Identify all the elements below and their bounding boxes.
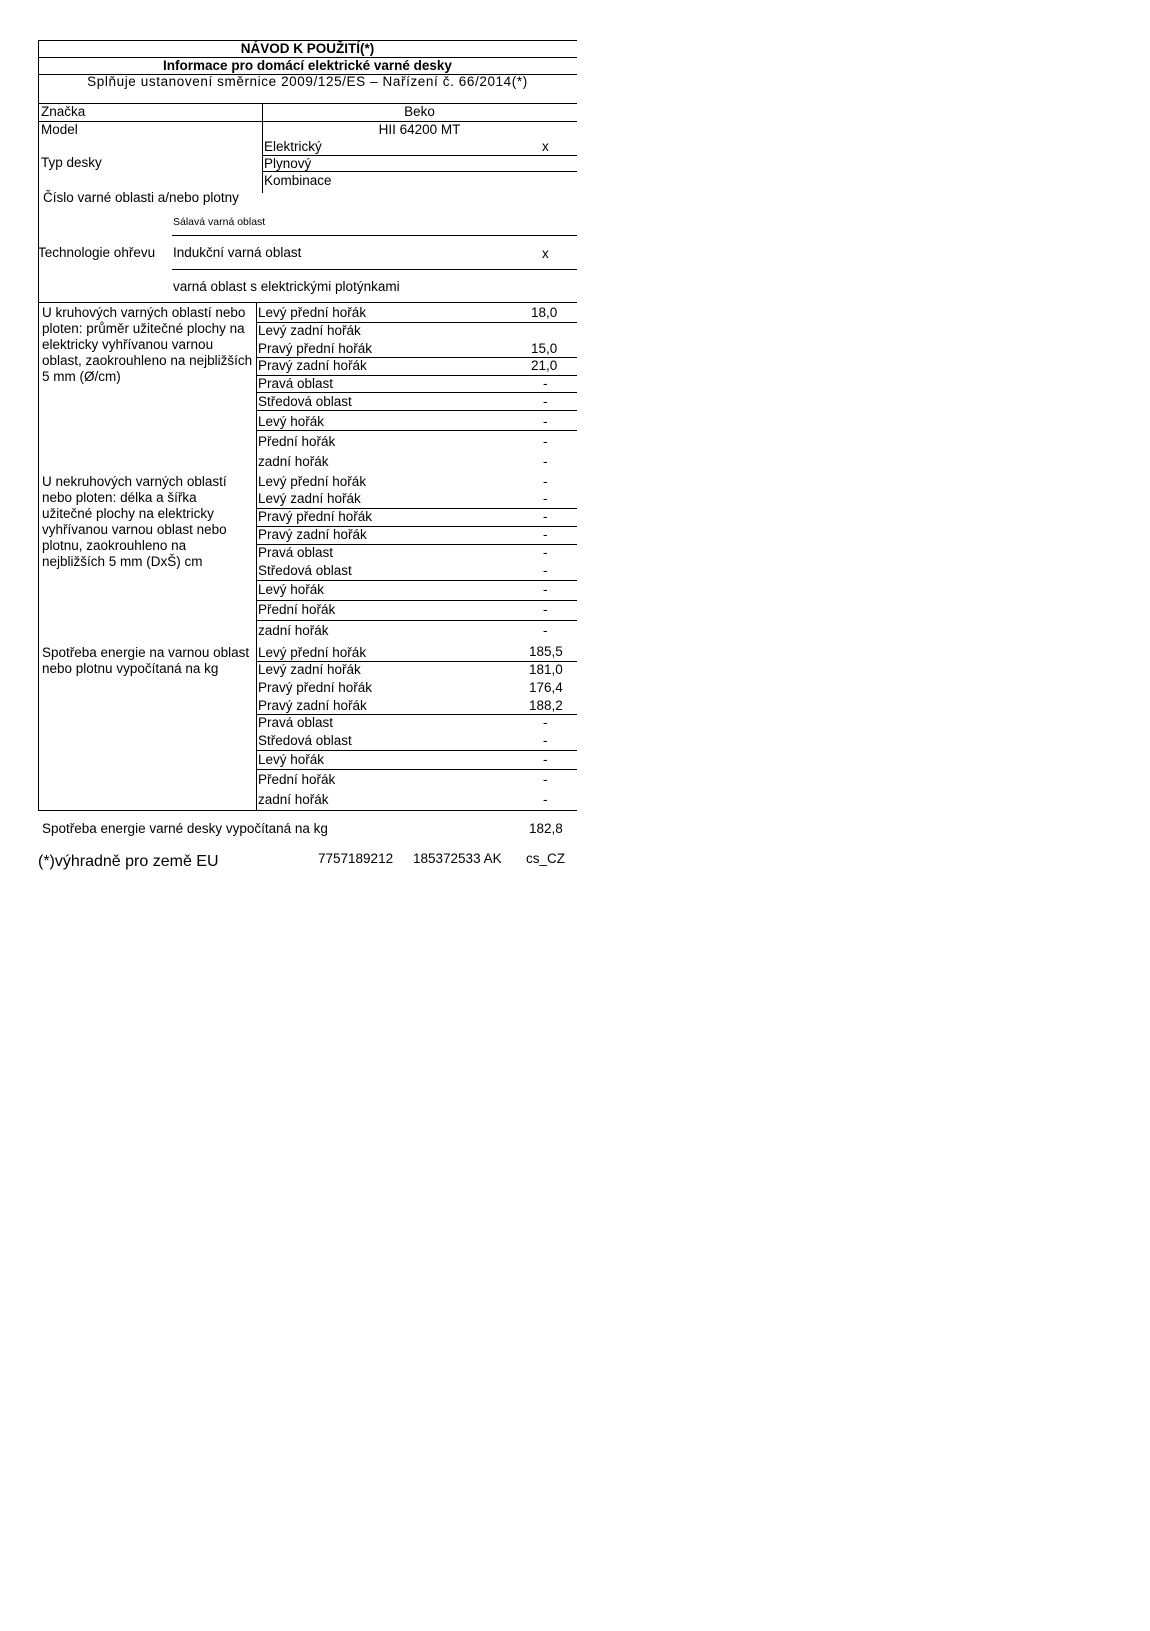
zone-name: Pravý zadní hořák [258,358,367,373]
technology-option: varná oblast s elektrickými plotýnkami [173,279,400,294]
zone-name: Levý hořák [258,752,325,767]
zone-name: zadní hořák [258,623,329,638]
brand-label: Značka [41,104,86,119]
document-title: NÁVOD K POUŽITÍ(*) [240,41,375,56]
zone-value: - [543,752,548,767]
section-label: Spotřeba energie na varnou oblast nebo plotnu vypočítaná na kg [42,645,250,676]
divider [256,410,577,411]
total-value: 182,8 [529,821,563,836]
technology-option: Sálavá varná oblast [173,216,266,228]
column-divider [262,103,263,193]
section-label: U kruhových varných oblastí nebo ploten: průměr užitečné plochy na elektricky vyhřívanou varnou oblast, zaokrouhleno na nejbližších 5 mm (Ø/cm) [42,305,253,384]
divider [256,430,577,431]
zone-name: Pravý zadní hořák [258,527,367,542]
model-value: HII 64200 MT [378,122,461,137]
model-label: Model [41,122,78,137]
table-border-left [38,302,39,810]
zone-name: Přední hořák [258,772,336,787]
regulation-text: Splňuje ustanovení směrnice 2009/125/ES – Nařízení č. 66/2014(*) [87,74,528,89]
zone-value: - [543,772,548,787]
total-label: Spotřeba energie varné desky vypočítaná na kg [42,821,328,836]
zone-name: Středová oblast [258,563,352,578]
zone-name: Pravý zadní hořák [258,698,367,713]
zone-name: Levý přední hořák [258,305,367,320]
zone-name: Levý přední hořák [258,474,367,489]
zone-name: Levý hořák [258,414,325,429]
hob-type-mark: x [542,139,549,154]
zone-value: - [543,491,548,506]
zone-name: Středová oblast [258,394,352,409]
zone-count-label: Číslo varné oblasti a/nebo plotny [43,190,239,205]
zone-name: Levý zadní hořák [258,491,361,506]
zone-value: 176,4 [529,680,563,695]
zone-name: Přední hořák [258,602,336,617]
zone-value: - [543,563,548,578]
footer-locale: cs_CZ [526,851,566,866]
zone-name: Levý zadní hořák [258,323,361,338]
zone-name: Pravá oblast [258,376,334,391]
zone-value: - [543,715,548,730]
footer-note: (*)výhradně pro země EU [38,853,219,870]
zone-value: - [543,454,548,469]
divider [256,620,577,621]
zone-value: 185,5 [529,644,563,659]
divider [256,600,577,601]
zone-value: - [543,414,548,429]
divider [38,302,577,303]
divider [172,235,577,236]
zone-value: 181,0 [529,662,563,677]
zone-value: - [543,733,548,748]
zone-name: Pravý přední hořák [258,341,373,356]
column-divider [256,302,257,810]
hob-type-option: Elektrický [264,139,322,154]
zone-value: - [543,602,548,617]
zone-value: 188,2 [529,698,563,713]
divider [256,750,577,751]
divider [172,269,577,270]
zone-value: - [543,527,548,542]
zone-value: - [543,394,548,409]
divider [256,392,577,393]
divider [256,580,577,581]
footer-code: 185372533 AK [413,851,502,866]
zone-name: Pravá oblast [258,715,334,730]
hob-type-option: Plynový [264,156,312,171]
zone-name: Pravý přední hořák [258,680,373,695]
table-border-left-top [38,40,39,302]
zone-name: Přední hořák [258,434,336,449]
zone-name: Levý zadní hořák [258,662,361,677]
zone-name: zadní hořák [258,454,329,469]
zone-value: - [543,582,548,597]
hob-type-option: Kombinace [264,173,332,188]
zone-name: Pravý přední hořák [258,509,373,524]
technology-mark: x [542,246,549,261]
zone-name: Levý hořák [258,582,325,597]
zone-value: 21,0 [531,358,558,373]
zone-value: - [543,792,548,807]
divider [256,769,577,770]
brand-value: Beko [404,104,435,119]
zone-value: 15,0 [531,341,558,356]
zone-value: - [543,509,548,524]
zone-name: Středová oblast [258,733,352,748]
section-label: U nekruhových varných oblastí nebo ploten: délka a šířka užitečné plochy na elektricky vyhřívanou varnou oblast nebo plotnu, zaokrouhleno na nejbližších 5 mm (DxŠ) cm [42,474,227,569]
zone-value: 18,0 [531,305,558,320]
zone-value: - [543,376,548,391]
zone-value: - [543,545,548,560]
zone-name: zadní hořák [258,792,329,807]
technology-label: Technologie ohřevu [38,245,156,260]
divider [262,171,577,172]
divider [38,810,577,811]
footer-code: 7757189212 [318,851,394,866]
zone-value: - [543,474,548,489]
zone-name: Levý přední hořák [258,645,367,660]
zone-value: - [543,623,548,638]
document-subtitle: Informace pro domácí elektrické varné desky [163,58,452,73]
zone-value: - [543,434,548,449]
technology-option: Indukční varná oblast [173,245,302,260]
zone-name: Pravá oblast [258,545,334,560]
hob-type-label: Typ desky [41,155,102,170]
